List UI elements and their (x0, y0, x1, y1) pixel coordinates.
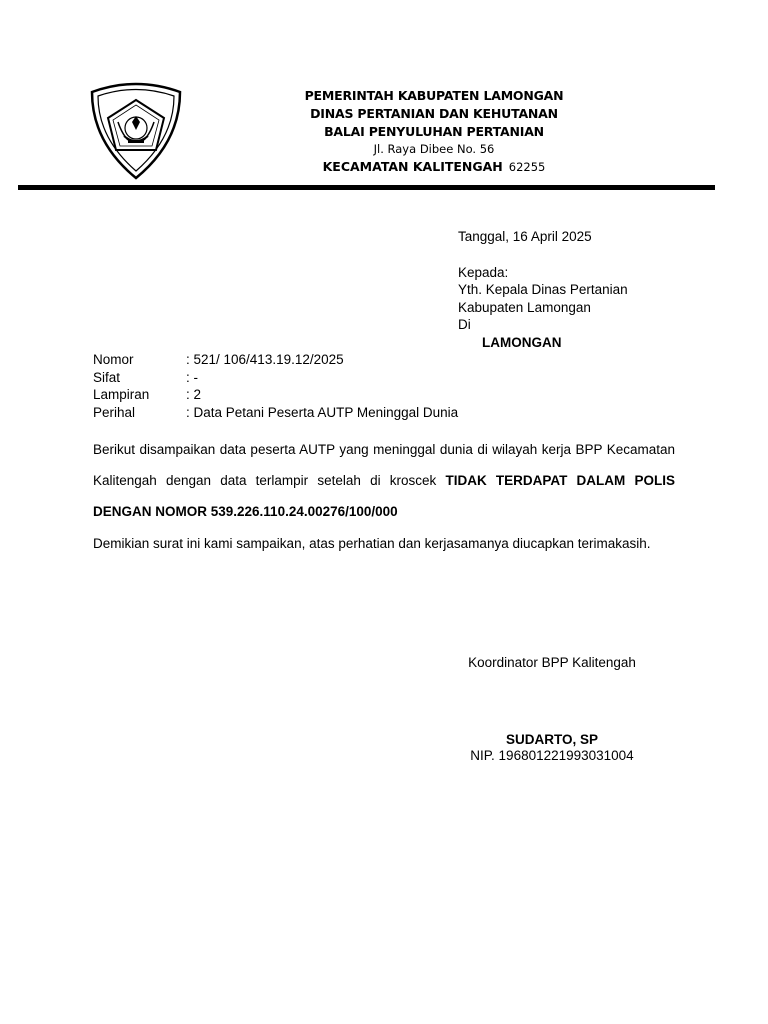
recipient-block (458, 228, 628, 351)
meta-value: : 521/ 106/413.19.12/2025 (186, 352, 344, 367)
meta-row-perihal (93, 404, 458, 422)
meta-row-lampiran (93, 386, 458, 404)
body-paragraph-2: Demikian surat ini kami sampaikan, atas perhatian dan kerjasamanya diucapkan terimakasih. (93, 536, 651, 551)
lamongan-regency-emblem-icon (88, 78, 184, 180)
letterhead-line-2: DINAS PERTANIAN DAN KEHUTANAN (310, 106, 558, 121)
recipient-line-2: Kabupaten Lamongan (458, 299, 591, 315)
meta-value: : 2 (186, 387, 202, 403)
letterhead-line-3: BALAI PENYULUHAN PERTANIAN (324, 124, 544, 139)
letterhead-divider (18, 185, 715, 190)
meta-label: Sifat (93, 369, 121, 385)
meta-row-nomor (93, 351, 458, 369)
letter-body (93, 434, 675, 559)
signature-nip: NIP. 196801221993031004 (470, 748, 634, 763)
body-paragraph-1-text: Berikut disampaikan data peserta AUTP yang meninggal dunia di wilayah kerja BPP Kecamatan Kalitengah dengan data terlampir setelah di kroscek (93, 442, 675, 488)
letterhead-address: Jl. Raya Dibee No. 56 (373, 142, 495, 156)
recipient-line-3: Di (458, 317, 471, 332)
letterhead-postal-code: 62255 (508, 160, 546, 174)
meta-label: Perihal (93, 405, 136, 421)
body-paragraph-1 (93, 434, 675, 527)
recipient-to-label: Kepada: (458, 264, 509, 280)
signature-title: Koordinator BPP Kalitengah (468, 655, 636, 670)
signature-name: SUDARTO, SP (505, 732, 598, 747)
meta-label: Lampiran (93, 387, 150, 403)
meta-value: : Data Petani Peserta AUTP Meninggal Dunia (186, 405, 459, 421)
body-paragraph-1-emphasis: TIDAK TERDAPAT DALAM POLIS DENGAN NOMOR 539.226.110.24.00276/100/000 (93, 473, 675, 519)
letterhead-district-line (250, 158, 618, 176)
letterhead (250, 87, 618, 176)
meta-label: Nomor (93, 352, 134, 367)
recipient-city: LAMONGAN (482, 334, 562, 350)
meta-value: : - (186, 369, 198, 385)
letterhead-line-1: PEMERINTAH KABUPATEN LAMONGAN (304, 88, 564, 103)
recipient-line-1: Yth. Kepala Dinas Pertanian (458, 282, 628, 297)
letterhead-district: KECAMATAN KALITENGAH (322, 159, 503, 174)
meta-row-sifat (93, 369, 458, 387)
letter-date: Tanggal, 16 April 2025 (458, 229, 592, 244)
letter-meta (93, 351, 458, 422)
